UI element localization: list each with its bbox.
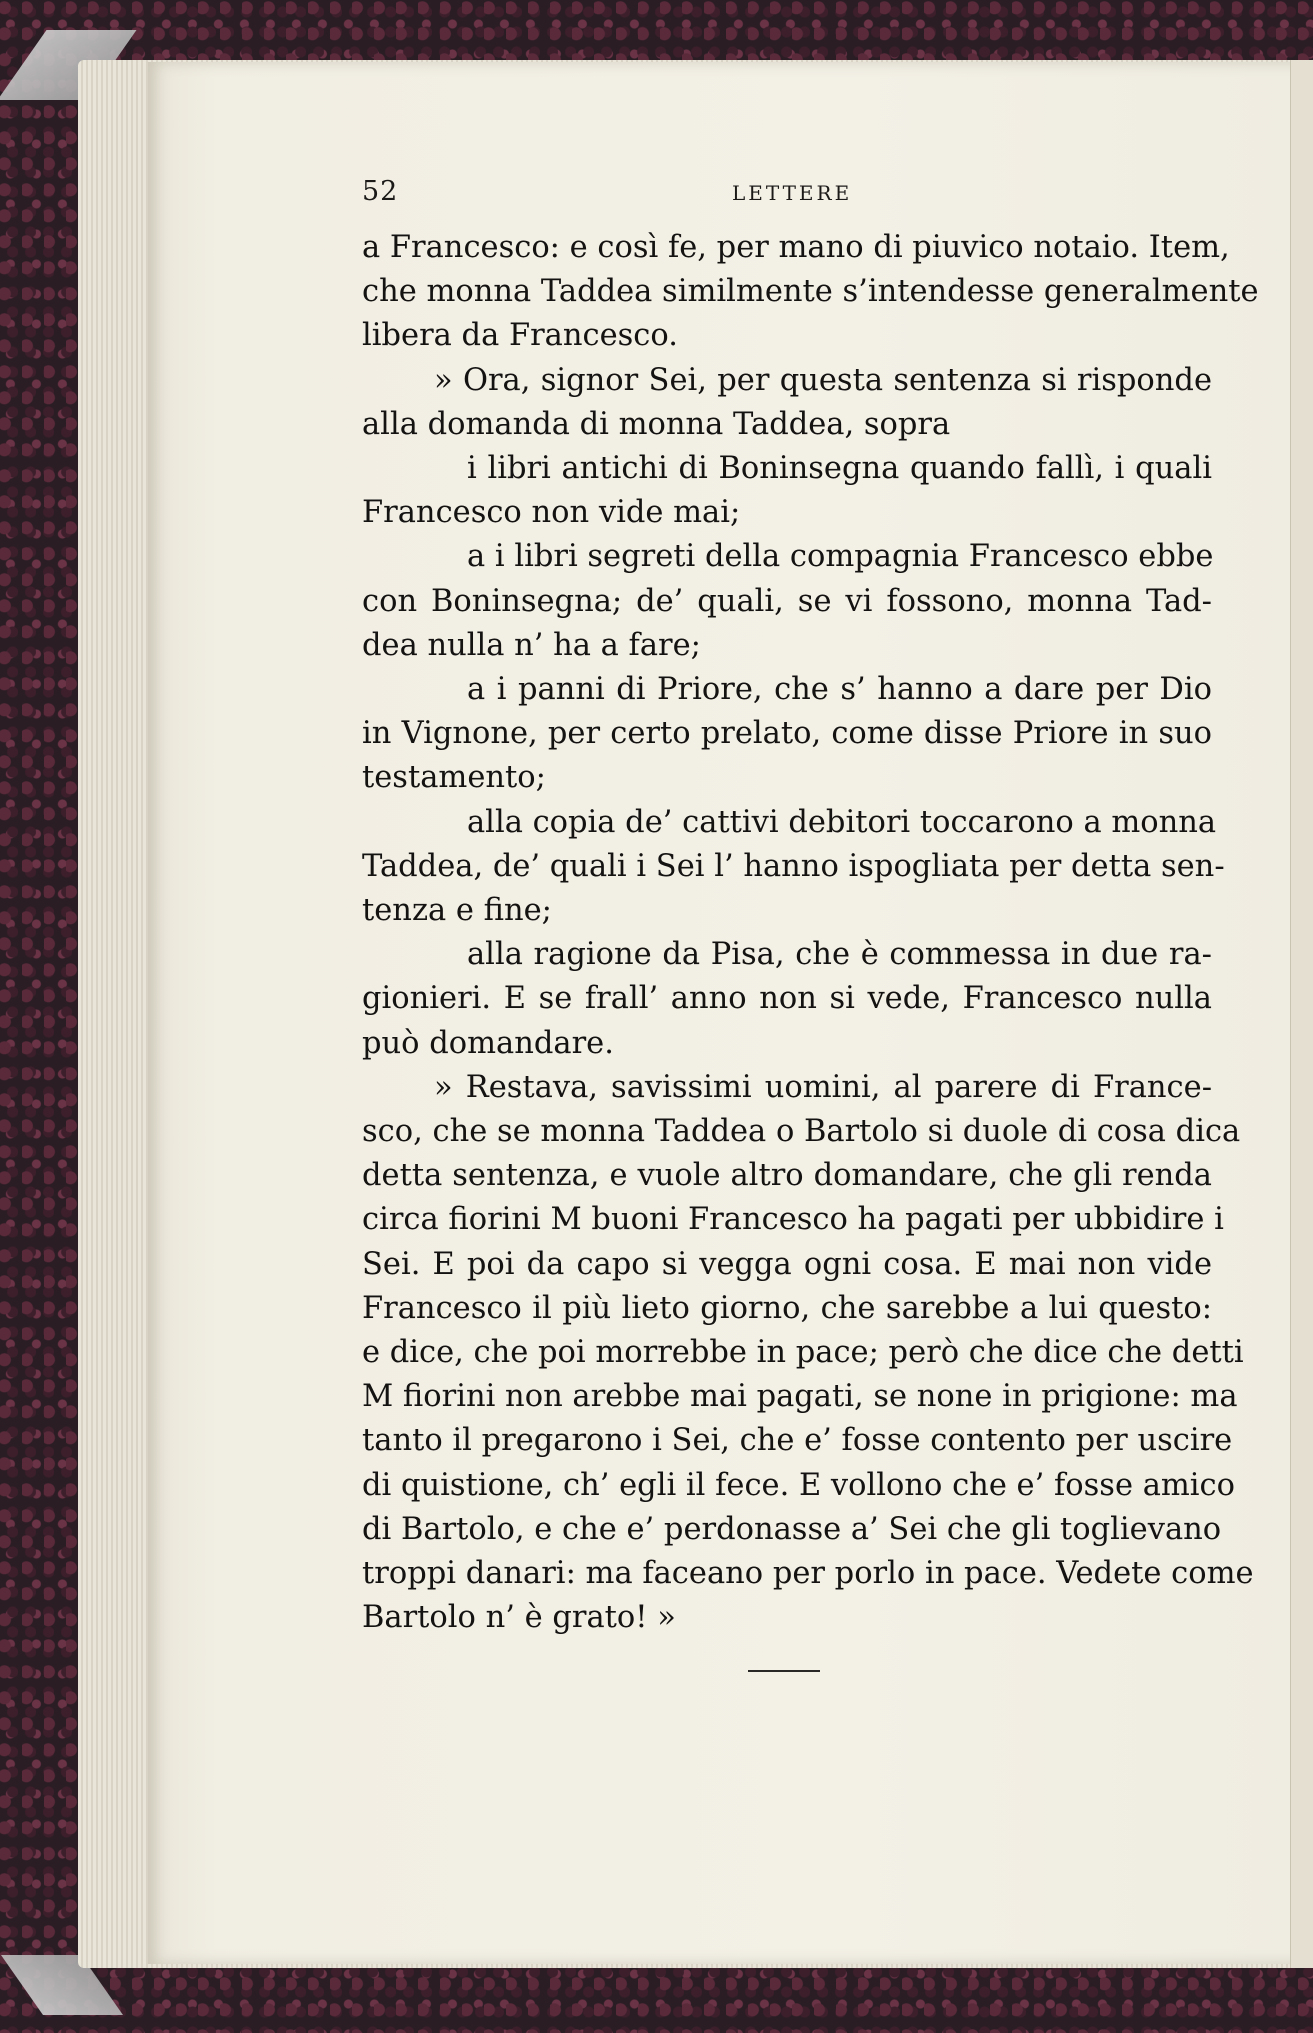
text-line: con Boninsegna; de’ quali, se vi fossono, monna Tad- — [362, 583, 1212, 619]
text-line: gionieri. E se frall’ anno non si vede, Francesco nulla — [362, 981, 1212, 1017]
text-line: detta sentenza, e vuole altro domandare, che gli renda — [362, 1158, 1212, 1194]
section-rule — [748, 1670, 820, 1672]
text-line: che monna Taddea similmente s’intendesse generalmente — [362, 274, 1259, 310]
body-text — [362, 226, 1259, 1641]
text-line: può domandare. — [362, 1025, 614, 1061]
facing-page-edge — [1290, 60, 1313, 1968]
text-line: i libri antichi di Boninsegna quando fallì, i quali — [467, 451, 1212, 487]
text-line: a i panni di Priore, che s’ hanno a dare per Dio — [467, 672, 1212, 708]
text-line: di quistione, ch’ egli il fece. E vollono che e’ fosse amico — [362, 1467, 1236, 1503]
running-head — [362, 176, 1212, 216]
text-line: dea nulla n’ ha a fare; — [362, 627, 701, 663]
text-line: libera da Francesco. — [362, 318, 678, 354]
text-line: alla domanda di monna Taddea, sopra — [362, 406, 951, 442]
text-line: alla copia de’ cattivi debitori toccarono a monna — [467, 804, 1217, 840]
text-line: in Vignone, per certo prelato, come disse Priore in suo — [362, 716, 1212, 752]
text-line: tenza e fine; — [362, 893, 552, 929]
text-line: troppi danari: ma faceano per porlo in pace. Vedete come — [362, 1556, 1254, 1592]
text-line: tanto il pregarono i Sei, che e’ fosse contento per uscire — [362, 1423, 1233, 1459]
text-line: a i libri segreti della compagnia Francesco ebbe — [467, 539, 1214, 575]
text-line: Bartolo n’ è grato! » — [362, 1600, 676, 1636]
text-line: di Bartolo, e che e’ perdonasse a’ Sei che gli toglievano — [362, 1511, 1222, 1547]
text-line: alla ragione da Pisa, che è commessa in due ra- — [467, 937, 1212, 973]
text-line: » Ora, signor Sei, per questa sentenza si risponde — [434, 362, 1212, 398]
text-line: M fiorini non arebbe mai pagati, se none in prigione: ma — [362, 1379, 1238, 1415]
text-line: Sei. E poi da capo si vegga ogni cosa. E mai non vide — [362, 1246, 1212, 1282]
text-line: Francesco il più lieto giorno, che sarebbe a lui questo: — [362, 1290, 1212, 1326]
page-number: 52 — [362, 176, 399, 207]
text-line: circa fiorini M buoni Francesco ha pagati per ubbidire i — [362, 1202, 1224, 1238]
text-line: Taddea, de’ quali i Sei l’ hanno ispogliata per detta sen- — [362, 848, 1225, 884]
text-line: » Restava, savissimi uomini, al parere di France- — [434, 1069, 1212, 1105]
text-line: testamento; — [362, 760, 546, 796]
text-line: a Francesco: e così fe, per mano di piuvico notaio. Item, — [362, 230, 1230, 265]
text-line: sco, che se monna Taddea o Bartolo si duole di cosa dica — [362, 1114, 1241, 1150]
running-title: LETTERE — [732, 181, 853, 205]
text-line: Francesco non vide mai; — [362, 495, 741, 531]
text-line: e dice, che poi morrebbe in pace; però che dice che detti — [362, 1335, 1244, 1371]
